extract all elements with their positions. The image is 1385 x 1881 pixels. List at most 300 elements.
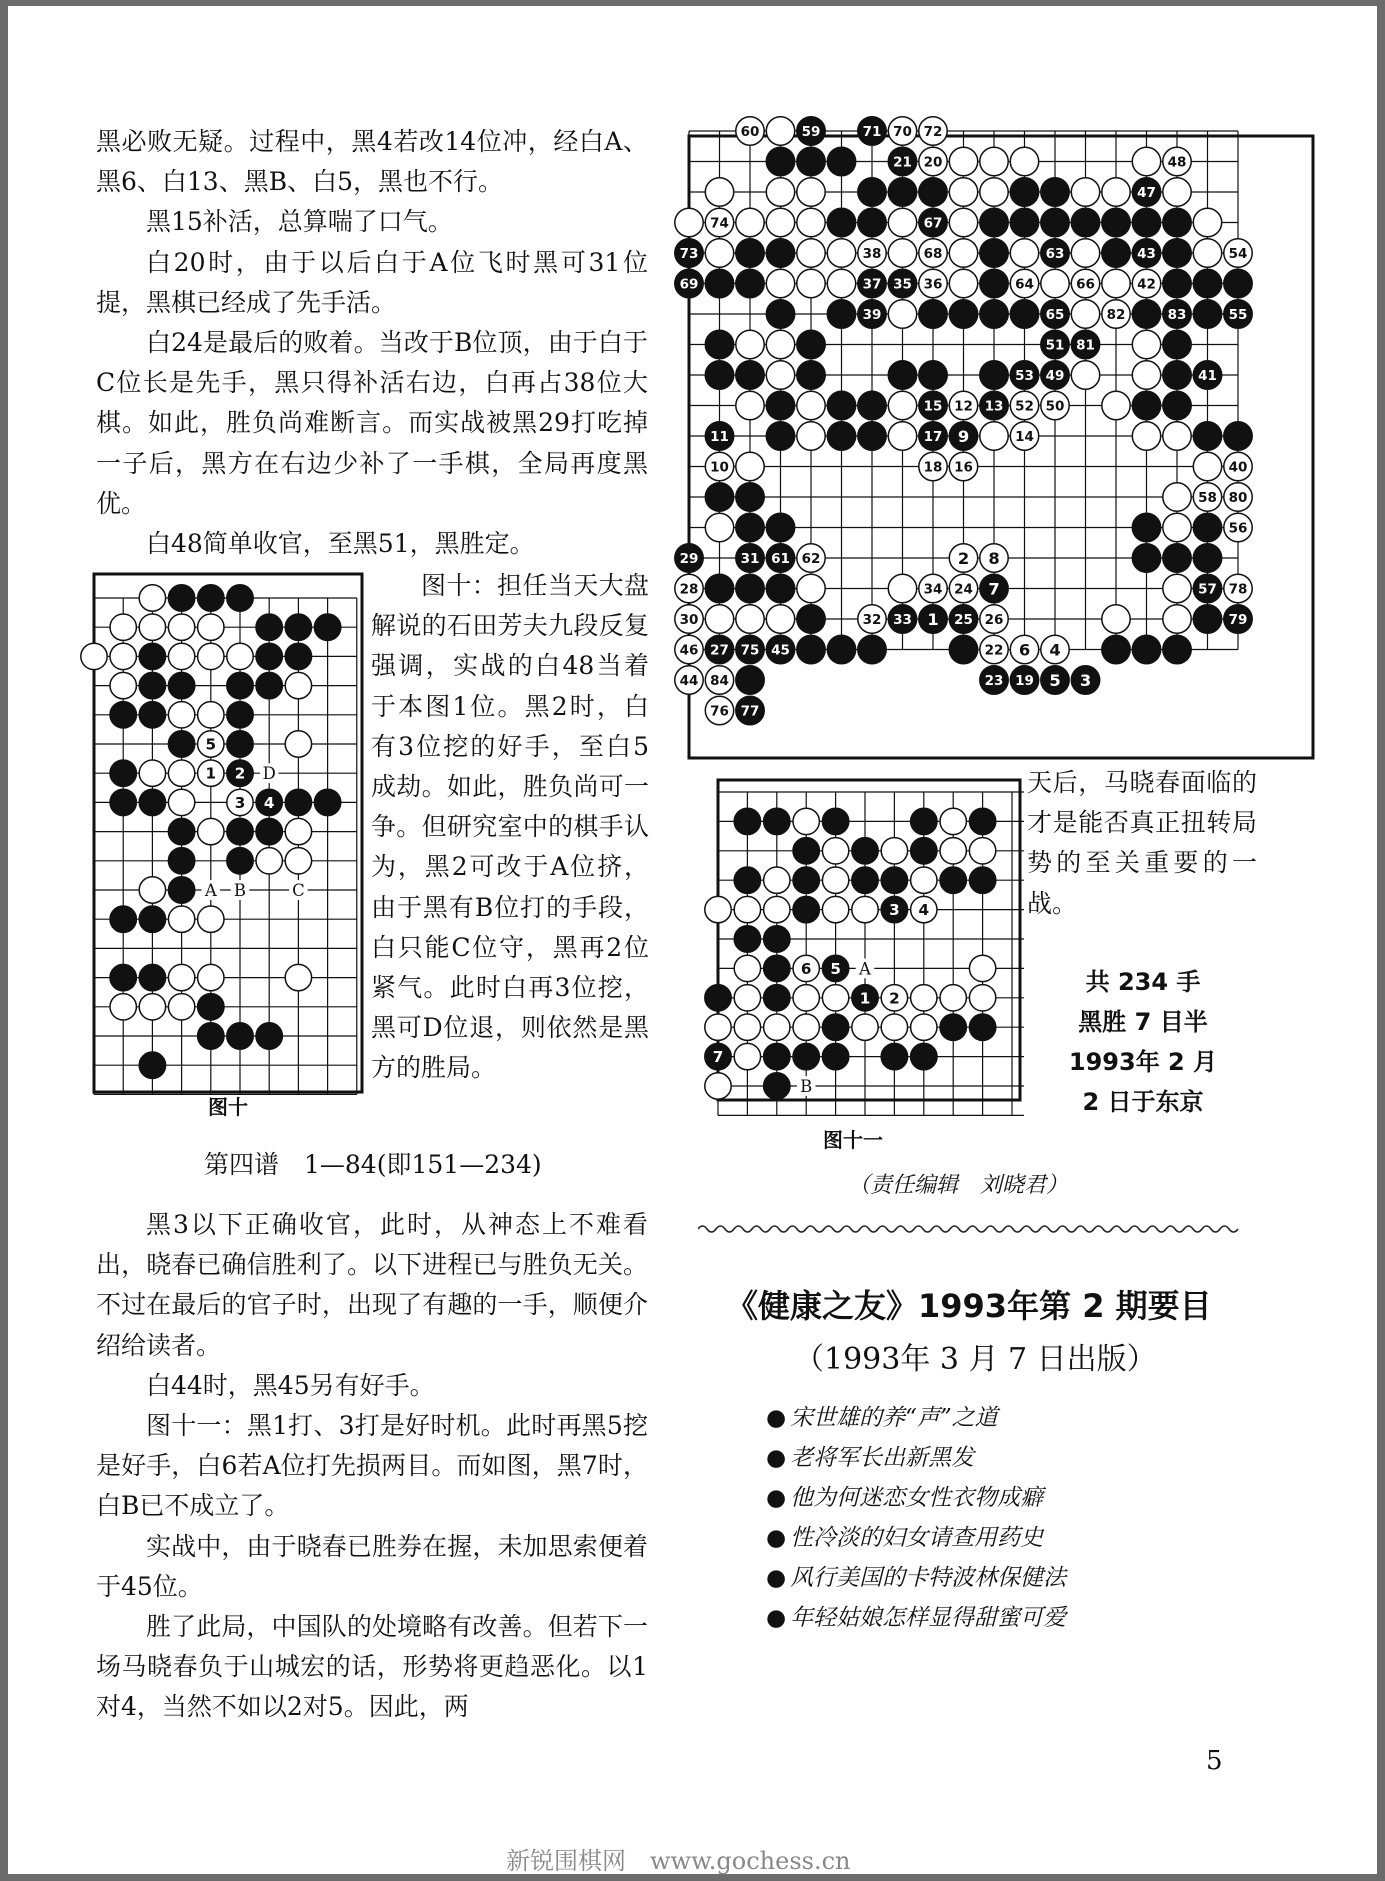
stone-disc — [1163, 544, 1191, 572]
stone-disc — [1132, 544, 1160, 572]
white-stone — [705, 1014, 731, 1040]
white-stone — [736, 208, 764, 236]
stone-disc — [705, 1014, 731, 1040]
black-stone — [1102, 208, 1130, 236]
stone-disc — [766, 239, 794, 267]
black-stone — [888, 147, 916, 175]
white-stone — [705, 208, 733, 236]
stone-disc — [1163, 483, 1191, 511]
white-stone — [949, 574, 977, 602]
white-stone — [852, 1014, 878, 1040]
move-number: 58 — [1198, 489, 1217, 506]
black-stone — [1010, 178, 1038, 206]
white-stone — [110, 643, 136, 669]
move-number: 22 — [984, 642, 1004, 659]
white-stone — [705, 513, 733, 541]
stone-disc — [139, 1052, 165, 1078]
white-stone — [198, 731, 224, 757]
move-number: 62 — [801, 550, 821, 567]
stone-disc — [764, 926, 790, 952]
black-stone — [764, 808, 790, 834]
black-stone — [919, 208, 947, 236]
stone-disc — [198, 1023, 224, 1049]
black-stone — [793, 838, 819, 864]
black-stone — [1224, 422, 1252, 450]
stone-disc — [766, 605, 794, 633]
white-stone — [881, 1014, 907, 1040]
stone-disc — [980, 361, 1008, 389]
black-stone — [827, 422, 855, 450]
black-stone — [764, 955, 790, 981]
stone-disc — [705, 330, 733, 358]
black-stone — [766, 300, 794, 328]
black-stone — [705, 422, 733, 450]
black-stone — [227, 818, 253, 844]
stone-disc — [911, 985, 937, 1011]
white-stone — [980, 635, 1008, 663]
black-stone — [1132, 300, 1160, 328]
stone-disc — [766, 300, 794, 328]
black-stone — [911, 838, 937, 864]
stone-disc — [736, 513, 764, 541]
stone-disc — [168, 643, 194, 669]
white-stone — [881, 838, 907, 864]
stone-disc — [1132, 635, 1160, 663]
stone-disc — [1102, 605, 1130, 633]
move-number: 80 — [1228, 489, 1248, 506]
position-label: B — [800, 1076, 813, 1096]
white-stone — [736, 391, 764, 419]
white-stone — [139, 760, 165, 786]
move-number: 34 — [923, 581, 943, 598]
white-stone — [888, 300, 916, 328]
figure-11-caption: 图十一 — [823, 1128, 883, 1152]
move-number: 66 — [1076, 276, 1095, 293]
paragraph: 黑15补活，总算喘了口气。 — [146, 207, 453, 237]
white-stone — [675, 605, 703, 633]
black-stone — [256, 614, 282, 640]
move-number: 57 — [1198, 581, 1217, 598]
stone-disc — [736, 361, 764, 389]
move-number: 52 — [1015, 398, 1034, 415]
stone-disc — [1163, 391, 1191, 419]
white-stone — [827, 239, 855, 267]
black-stone — [919, 605, 947, 633]
stone-disc — [736, 208, 764, 236]
figure-10-caption: 图十 — [208, 1095, 248, 1119]
stone-disc — [766, 208, 794, 236]
white-stone — [285, 848, 311, 874]
stone-disc — [285, 672, 311, 698]
black-stone — [969, 808, 995, 834]
stone-disc — [139, 702, 165, 728]
move-number: 14 — [1015, 428, 1034, 445]
stone-disc — [822, 838, 848, 864]
stone-disc — [168, 818, 194, 844]
white-stone — [940, 838, 966, 864]
black-stone — [827, 300, 855, 328]
paragraph: 图十一：黑1打、3打是好时机。此时再黑5挖是好手，白6若A位打先损两目。而如图，黑7时，白B已不成立了。 — [96, 1411, 648, 1521]
black-stone — [734, 808, 760, 834]
stone-disc — [139, 994, 165, 1020]
white-stone — [949, 147, 977, 175]
move-number: 11 — [710, 428, 729, 445]
stone-disc — [969, 955, 995, 981]
black-stone — [734, 867, 760, 893]
white-stone — [110, 994, 136, 1020]
white-stone — [1224, 452, 1252, 480]
white-stone — [1132, 422, 1160, 450]
move-number: 46 — [679, 642, 699, 659]
move-number: 9 — [957, 426, 970, 446]
white-stone — [766, 605, 794, 633]
stone-disc — [705, 178, 733, 206]
white-stone — [675, 208, 703, 236]
stone-disc — [168, 789, 194, 815]
black-stone — [919, 178, 947, 206]
stone-disc — [256, 643, 282, 669]
move-number: 37 — [862, 276, 882, 293]
stone-disc — [852, 838, 878, 864]
stone-disc — [980, 178, 1008, 206]
white-stone — [1010, 269, 1038, 297]
stone-disc — [940, 838, 966, 864]
black-stone — [1163, 208, 1191, 236]
white-stone — [285, 672, 311, 698]
move-number: 39 — [862, 306, 882, 323]
stone-disc — [919, 300, 947, 328]
move-number: 26 — [984, 611, 1004, 628]
stone-disc — [1224, 269, 1252, 297]
stone-disc — [198, 906, 224, 932]
black-stone — [1193, 544, 1221, 572]
stone-disc — [198, 994, 224, 1020]
white-stone — [139, 585, 165, 611]
move-number: 42 — [1137, 276, 1156, 293]
white-stone — [1102, 300, 1130, 328]
black-stone — [911, 808, 937, 834]
game-result — [1048, 962, 1238, 1122]
paragraph: 实战中，由于晓春已胜券在握，未加思索便着于45位。 — [96, 1531, 648, 1601]
white-stone — [911, 896, 937, 922]
black-stone — [1010, 208, 1038, 236]
white-stone — [919, 239, 947, 267]
black-stone — [766, 574, 794, 602]
stone-disc — [793, 896, 819, 922]
black-stone — [705, 361, 733, 389]
black-stone — [1041, 300, 1069, 328]
move-number: 19 — [1015, 672, 1034, 689]
black-stone — [822, 1043, 848, 1069]
black-stone — [980, 574, 1008, 602]
stone-disc — [764, 985, 790, 1011]
white-stone — [1132, 330, 1160, 358]
black-stone — [1132, 208, 1160, 236]
stone-disc — [139, 614, 165, 640]
white-stone — [940, 808, 966, 834]
black-stone — [852, 867, 878, 893]
stone-disc — [852, 896, 878, 922]
stone-disc — [227, 672, 253, 698]
white-stone — [888, 239, 916, 267]
white-stone — [139, 994, 165, 1020]
black-stone — [110, 964, 136, 990]
black-stone — [858, 117, 886, 145]
black-stone — [1041, 361, 1069, 389]
white-stone — [766, 208, 794, 236]
stone-disc — [888, 300, 916, 328]
stone-disc — [858, 208, 886, 236]
black-stone — [919, 391, 947, 419]
black-stone — [1132, 391, 1160, 419]
stone-disc — [1193, 544, 1221, 572]
move-number: 23 — [984, 672, 1004, 689]
total-moves: 共 234 手 — [1085, 968, 1201, 996]
move-number: 4 — [918, 901, 930, 920]
move-number: 3 — [234, 793, 246, 812]
stone-disc — [827, 422, 855, 450]
stone-disc — [734, 1043, 760, 1069]
white-stone — [858, 605, 886, 633]
stone-disc — [198, 614, 224, 640]
stone-disc — [1163, 574, 1191, 602]
white-stone — [705, 696, 733, 724]
stone-disc — [110, 964, 136, 990]
black-stone — [227, 585, 253, 611]
white-stone — [764, 896, 790, 922]
black-stone — [675, 544, 703, 572]
stone-disc — [168, 994, 194, 1020]
move-number: 3 — [889, 901, 900, 920]
white-stone — [766, 178, 794, 206]
stone-disc — [110, 702, 136, 728]
white-stone — [919, 452, 947, 480]
position-label: C — [292, 880, 305, 900]
move-number: 71 — [862, 123, 882, 140]
white-stone — [1163, 178, 1191, 206]
white-stone — [1224, 483, 1252, 511]
paragraph: 黑必败无疑。过程中，黑4若改14位冲，经白A、黑6、白13、黑B、白5，黑也不行。 — [96, 127, 648, 197]
stone-disc — [734, 896, 760, 922]
watermark: 新锐围棋网 www.gochess.cn — [506, 1847, 851, 1875]
position-label: D — [262, 764, 276, 784]
white-stone — [797, 239, 825, 267]
stone-disc — [1010, 178, 1038, 206]
stone-disc — [766, 330, 794, 358]
stone-disc — [797, 269, 825, 297]
stone-disc — [858, 391, 886, 419]
white-stone — [793, 955, 819, 981]
white-stone — [888, 422, 916, 450]
black-stone — [1071, 330, 1099, 358]
result-margin: 黑胜 7 目半 — [1078, 1008, 1208, 1036]
black-stone — [1010, 666, 1038, 694]
stone-disc — [858, 178, 886, 206]
black-stone — [139, 964, 165, 990]
black-stone — [1102, 635, 1130, 663]
paragraph: 白48简单收官，至黑51，黑胜定。 — [146, 529, 535, 559]
white-stone — [1132, 147, 1160, 175]
left-column-bottom-text — [96, 1205, 648, 1728]
black-stone — [888, 178, 916, 206]
white-stone — [705, 239, 733, 267]
move-number: 76 — [710, 703, 729, 720]
white-stone — [1010, 635, 1038, 663]
stone-disc — [949, 635, 977, 663]
stone-disc — [1132, 361, 1160, 389]
stone-disc — [736, 574, 764, 602]
black-stone — [736, 696, 764, 724]
move-number: 1 — [205, 764, 217, 783]
move-number: 2 — [234, 764, 246, 783]
white-stone — [797, 544, 825, 572]
move-number: 64 — [1015, 276, 1034, 293]
stone-disc — [285, 848, 311, 874]
stone-disc — [1224, 422, 1252, 450]
list-item: ● 老将军长出新黑发 — [766, 1438, 1066, 1478]
move-number: 53 — [1015, 367, 1034, 384]
stone-disc — [827, 300, 855, 328]
black-stone — [766, 544, 794, 572]
white-stone — [1163, 147, 1191, 175]
move-number: 13 — [984, 398, 1004, 415]
stone-disc — [1163, 635, 1191, 663]
white-stone — [168, 789, 194, 815]
black-stone — [736, 361, 764, 389]
black-stone — [766, 422, 794, 450]
stone-disc — [168, 848, 194, 874]
black-stone — [949, 635, 977, 663]
black-stone — [1132, 513, 1160, 541]
black-stone — [766, 239, 794, 267]
stone-disc — [888, 361, 916, 389]
stone-disc — [110, 789, 136, 815]
position-label: A — [204, 880, 217, 900]
stone-disc — [227, 848, 253, 874]
move-number: 54 — [1228, 245, 1248, 262]
black-stone — [1010, 361, 1038, 389]
move-number: 4 — [1049, 640, 1061, 660]
contents-list — [766, 1398, 1066, 1638]
stone-disc — [168, 672, 194, 698]
stone-disc — [793, 1043, 819, 1069]
white-stone — [1224, 574, 1252, 602]
white-stone — [1041, 391, 1069, 419]
stone-disc — [793, 1014, 819, 1040]
move-number: 75 — [740, 642, 760, 659]
stone-disc — [198, 964, 224, 990]
black-stone — [858, 269, 886, 297]
move-number: 61 — [771, 550, 790, 567]
move-number: 43 — [1137, 245, 1156, 262]
white-stone — [1071, 269, 1099, 297]
move-number: 69 — [679, 276, 699, 293]
move-number: 84 — [710, 672, 729, 689]
paragraph: 图十：担任当天大盘解说的石田芳夫九段反复强调，实战的白48当着于本图1位。黑2时，白有3位挖的好手，至白5成劫。如此，胜负尚可一争。但研究室中的棋手认为，黑2可改于A位挤，由于黑有B位打的手段，白只能C位守，黑再2位紧气。此时白再3位挖，黑可D位退，则依然是黑方的胜局。 — [371, 571, 649, 1083]
black-stone — [822, 1014, 848, 1040]
black-stone — [139, 1052, 165, 1078]
white-stone — [168, 964, 194, 990]
black-stone — [110, 906, 136, 932]
black-stone — [949, 300, 977, 328]
stone-disc — [227, 702, 253, 728]
move-number: 16 — [954, 459, 973, 476]
black-stone — [1193, 300, 1221, 328]
white-stone — [734, 985, 760, 1011]
list-item: ● 性冷淡的妇女请查用药史 — [766, 1518, 1066, 1558]
move-number: 73 — [679, 245, 699, 262]
stone-disc — [139, 877, 165, 903]
black-stone — [256, 818, 282, 844]
black-stone — [1224, 300, 1252, 328]
move-number: 6 — [1018, 640, 1031, 660]
stone-disc — [980, 147, 1008, 175]
stone-disc — [919, 361, 947, 389]
black-stone — [797, 635, 825, 663]
white-stone — [858, 239, 886, 267]
stone-disc — [1193, 239, 1221, 267]
black-stone — [969, 867, 995, 893]
white-stone — [198, 906, 224, 932]
move-number: 72 — [923, 123, 943, 140]
stone-disc — [736, 666, 764, 694]
stone-disc — [1193, 208, 1221, 236]
stone-disc — [949, 300, 977, 328]
black-stone — [139, 672, 165, 698]
move-number: 78 — [1228, 581, 1248, 598]
black-stone — [764, 1043, 790, 1069]
move-number: 3 — [1079, 670, 1092, 690]
stone-disc — [139, 760, 165, 786]
black-stone — [1163, 544, 1191, 572]
paragraph: 白20时，由于以后白于A位飞时黑可31位提，黑棋已经成了先手活。 — [96, 247, 648, 317]
white-stone — [969, 985, 995, 1011]
stone-disc — [256, 672, 282, 698]
white-stone — [766, 330, 794, 358]
black-stone — [919, 422, 947, 450]
black-stone — [793, 1043, 819, 1069]
stone-disc — [766, 361, 794, 389]
page-number: 5 — [1206, 1746, 1223, 1776]
stone-disc — [1163, 330, 1191, 358]
black-stone — [227, 672, 253, 698]
white-stone — [1071, 239, 1099, 267]
white-stone — [705, 452, 733, 480]
wavy-divider — [698, 1222, 1248, 1236]
black-stone — [797, 605, 825, 633]
white-stone — [888, 208, 916, 236]
black-stone — [705, 985, 731, 1011]
stone-disc — [110, 906, 136, 932]
stone-disc — [858, 422, 886, 450]
black-stone — [1193, 574, 1221, 602]
black-stone — [168, 848, 194, 874]
black-stone — [1041, 330, 1069, 358]
stone-disc — [285, 614, 311, 640]
stone-disc — [736, 269, 764, 297]
stone-disc — [980, 269, 1008, 297]
black-stone — [852, 985, 878, 1011]
white-stone — [198, 964, 224, 990]
stone-disc — [827, 147, 855, 175]
black-stone — [858, 300, 886, 328]
white-stone — [980, 422, 1008, 450]
stone-disc — [766, 513, 794, 541]
black-stone — [858, 208, 886, 236]
move-number: 32 — [862, 611, 882, 628]
white-stone — [1010, 422, 1038, 450]
stone-disc — [940, 985, 966, 1011]
